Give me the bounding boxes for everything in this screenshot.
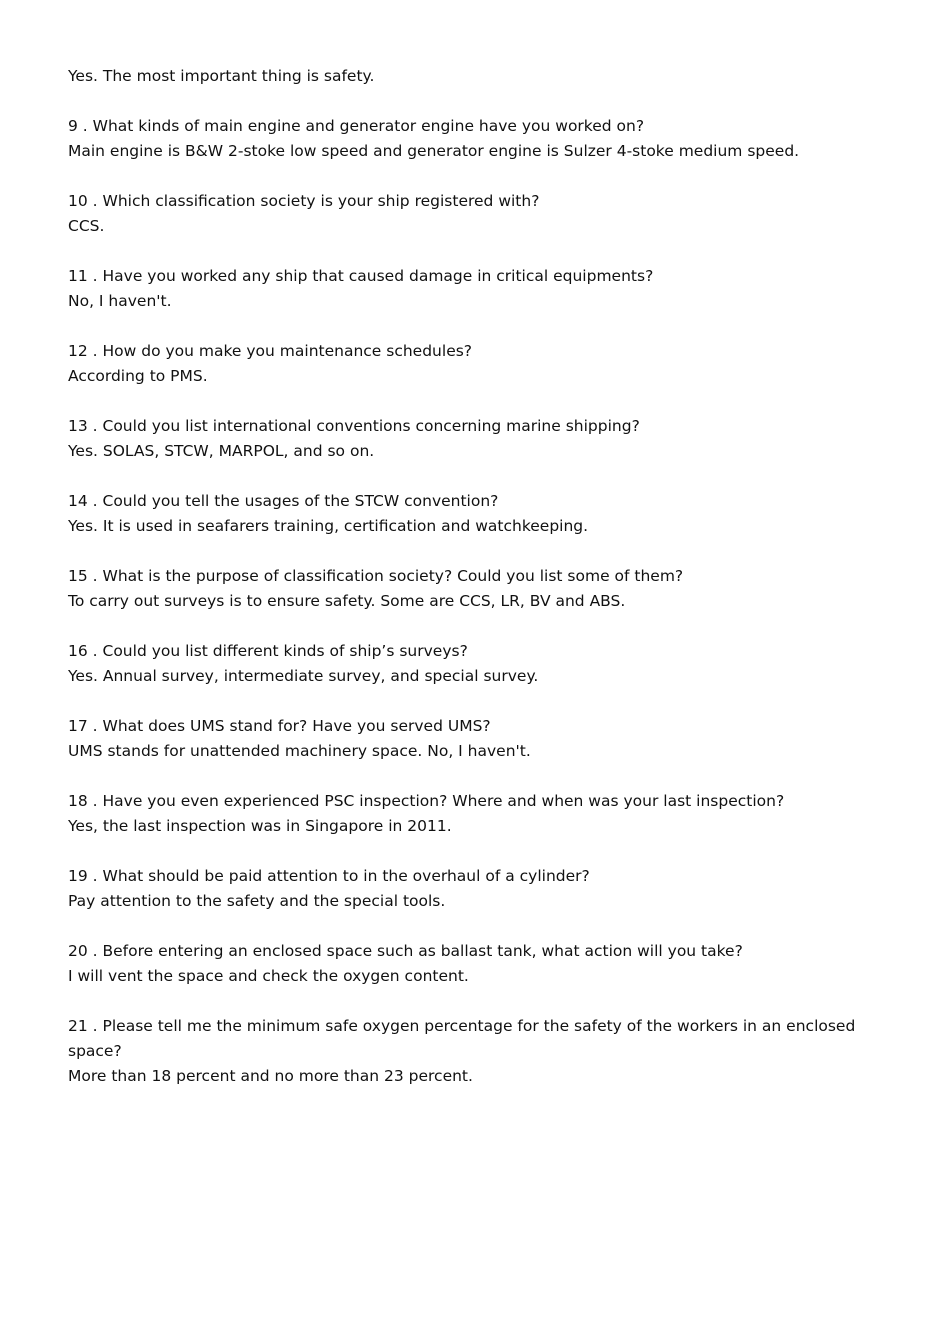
answer: CCS. xyxy=(68,217,105,235)
paragraph-gap xyxy=(68,839,868,864)
document-page xyxy=(68,64,868,1089)
paragraph-gap xyxy=(68,539,868,564)
qa-item-17 xyxy=(68,714,868,764)
qa-item-18 xyxy=(68,789,868,839)
answer: Yes. Annual survey, intermediate survey, and special survey. xyxy=(68,667,539,685)
qa-item-10 xyxy=(68,189,868,239)
question: 14 . Could you tell the usages of the STCW convention? xyxy=(68,492,499,510)
answer: More than 18 percent and no more than 23 percent. xyxy=(68,1067,473,1085)
qa-item-9 xyxy=(68,114,868,164)
question: 16 . Could you list different kinds of ship’s surveys? xyxy=(68,642,468,660)
question: 9 . What kinds of main engine and generator engine have you worked on? xyxy=(68,117,645,135)
qa-item-19 xyxy=(68,864,868,914)
answer: Yes. SOLAS, STCW, MARPOL, and so on. xyxy=(68,442,375,460)
qa-item-13 xyxy=(68,414,868,464)
intro-answer: Yes. The most important thing is safety. xyxy=(68,67,375,85)
qa-item-12 xyxy=(68,339,868,389)
paragraph-gap xyxy=(68,464,868,489)
answer: According to PMS. xyxy=(68,367,208,385)
question: 10 . Which classification society is your ship registered with? xyxy=(68,192,540,210)
answer: I will vent the space and check the oxygen content. xyxy=(68,967,469,985)
answer: No, I haven't. xyxy=(68,292,172,310)
answer: UMS stands for unattended machinery space. No, I haven't. xyxy=(68,742,531,760)
paragraph-gap xyxy=(68,164,868,189)
question: 18 . Have you even experienced PSC inspection? Where and when was your last inspection? xyxy=(68,792,785,810)
answer: Yes. It is used in seafarers training, certification and watchkeeping. xyxy=(68,517,589,535)
question: 19 . What should be paid attention to in the overhaul of a cylinder? xyxy=(68,867,590,885)
question: 21 . Please tell me the minimum safe oxygen percentage for the safety of the workers in an enclosed space? xyxy=(68,1017,856,1060)
qa-item-16 xyxy=(68,639,868,689)
answer: Pay attention to the safety and the special tools. xyxy=(68,892,446,910)
question: 20 . Before entering an enclosed space such as ballast tank, what action will you take? xyxy=(68,942,743,960)
qa-item-14 xyxy=(68,489,868,539)
paragraph-gap xyxy=(68,89,868,114)
answer: Yes, the last inspection was in Singapore in 2011. xyxy=(68,817,452,835)
question: 12 . How do you make you maintenance schedules? xyxy=(68,342,473,360)
question: 13 . Could you list international conventions concerning marine shipping? xyxy=(68,417,640,435)
paragraph-gap xyxy=(68,764,868,789)
paragraph-gap xyxy=(68,689,868,714)
qa-item-15 xyxy=(68,564,868,614)
question: 17 . What does UMS stand for? Have you served UMS? xyxy=(68,717,491,735)
qa-item-21 xyxy=(68,1014,868,1089)
qa-item-11 xyxy=(68,264,868,314)
paragraph-gap xyxy=(68,614,868,639)
paragraph-gap xyxy=(68,389,868,414)
qa-item-20 xyxy=(68,939,868,989)
answer: Main engine is B&W 2-stoke low speed and generator engine is Sulzer 4-stoke medium speed. xyxy=(68,142,800,160)
question: 11 . Have you worked any ship that caused damage in critical equipments? xyxy=(68,267,654,285)
answer: To carry out surveys is to ensure safety. Some are CCS, LR, BV and ABS. xyxy=(68,592,626,610)
paragraph-gap xyxy=(68,989,868,1014)
paragraph-gap xyxy=(68,914,868,939)
question: 15 . What is the purpose of classification society? Could you list some of them? xyxy=(68,567,684,585)
paragraph-gap xyxy=(68,314,868,339)
paragraph-gap xyxy=(68,239,868,264)
